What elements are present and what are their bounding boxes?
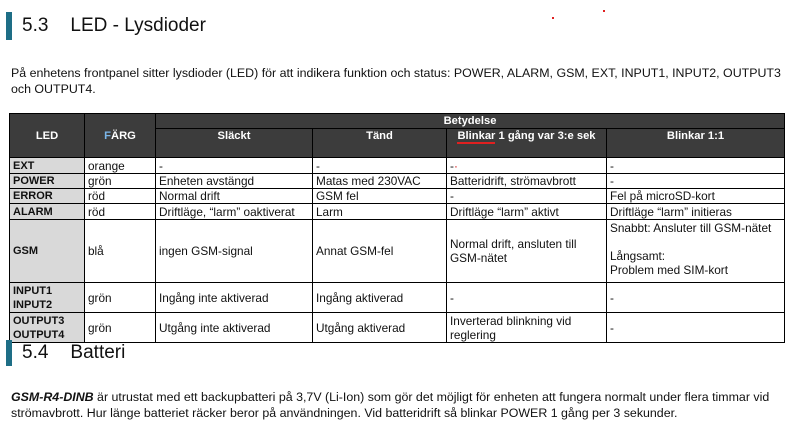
- tand-cell: -: [313, 158, 447, 174]
- header-slackt: Släckt: [156, 129, 313, 158]
- led-cell: ERROR: [10, 189, 85, 204]
- header-farg: [85, 114, 156, 158]
- led-line: OUTPUT3: [13, 314, 65, 327]
- led-cell: GSM: [10, 220, 85, 283]
- tand-cell: Matas med 230VAC: [313, 174, 447, 189]
- section-number: 5.4: [22, 342, 49, 363]
- farg-cell: grön: [85, 313, 156, 343]
- blink1-cell: -: [607, 174, 785, 189]
- tand-cell: GSM fel: [313, 189, 447, 204]
- table-row: [10, 313, 785, 343]
- farg-cell: röd: [85, 204, 156, 220]
- blink3-line: reglering: [450, 327, 496, 342]
- table-row: [10, 283, 785, 313]
- header-led: LED: [10, 114, 85, 158]
- decorative-speck: [603, 10, 605, 12]
- blink1-cell: -: [607, 158, 785, 174]
- blink3-cell: -: [447, 283, 607, 313]
- slackt-cell: ingen GSM-signal: [156, 220, 313, 283]
- blink3-cell: Batteridrift, strömavbrott: [447, 174, 607, 189]
- blink3-value: -: [450, 158, 454, 173]
- table-row: [10, 158, 785, 174]
- battery-text: är utrustat med ett backupbatteri på 3,7V (Li-Ion) som gör det möjligt för enheten att fungera normalt under flera timmar vid strömavbrott. Hur länge batteriet räcker beror på användningen. Vid batteridrift så blinkar POWER 1 gång per 3 sekunder.: [11, 390, 770, 421]
- heading-accent-bar: [6, 12, 12, 40]
- farg-cell: grön: [85, 174, 156, 189]
- table-row: [10, 189, 785, 204]
- blink3-cell: Driftläge “larm” aktivt: [447, 204, 607, 220]
- section-heading-5-4: [6, 340, 125, 366]
- slackt-cell: Ingång inte aktiverad: [156, 283, 313, 313]
- blink3-cell: [447, 220, 607, 283]
- slackt-cell: Normal drift: [156, 189, 313, 204]
- led-cell: [10, 313, 85, 343]
- tand-cell: Annat GSM-fel: [313, 220, 447, 283]
- blink1-cell: Fel på microSD-kort: [607, 189, 785, 204]
- blink3-cell: -: [447, 189, 607, 204]
- header-blink1: Blinkar 1:1: [607, 129, 785, 158]
- header-tand: Tänd: [313, 129, 447, 158]
- blink3-line: Normal drift, ansluten till: [450, 237, 577, 251]
- led-line: INPUT1: [13, 284, 53, 297]
- slackt-cell: -: [156, 158, 313, 174]
- tand-cell: Larm: [313, 204, 447, 220]
- header-blink3-a: Blinkar: [457, 130, 496, 142]
- blink1-spacer: [610, 235, 781, 249]
- blink1-cell: [607, 220, 785, 283]
- header-blink3-b: 1 gång var 3:e sek: [495, 130, 596, 142]
- slackt-cell: Driftläge, “larm” oaktiverat: [156, 204, 313, 220]
- blink3-line: Inverterad blinkning vid: [450, 313, 572, 328]
- led-cell: [10, 283, 85, 313]
- section-title: Batteri: [70, 342, 126, 363]
- product-name: GSM-R4-DINB: [11, 390, 94, 405]
- table-row: [10, 220, 785, 283]
- blink1-cell: -: [607, 313, 785, 343]
- farg-cell: blå: [85, 220, 156, 283]
- header-farg-rest: ÄRG: [110, 129, 136, 142]
- red-mark: ·: [453, 158, 458, 173]
- section-title: LED - Lysdioder: [70, 15, 206, 36]
- blink3-line: GSM-nätet: [450, 251, 508, 265]
- farg-cell: grön: [85, 283, 156, 313]
- blink3-cell: [447, 313, 607, 343]
- blink1-line: Problem med SIM-kort: [610, 263, 728, 277]
- blink1-cell: -: [607, 283, 785, 313]
- header-farg-first: F: [104, 129, 111, 142]
- table-row: [10, 174, 785, 189]
- led-cell: EXT: [10, 158, 85, 174]
- section-number: 5.3: [22, 15, 49, 36]
- led-line: INPUT2: [13, 298, 53, 311]
- heading-accent-bar: [6, 340, 12, 366]
- section-heading-5-3: [6, 12, 206, 40]
- slackt-cell: Utgång inte aktiverad: [156, 313, 313, 343]
- table-row: [10, 204, 785, 220]
- blink1-line: Långsamt:: [610, 249, 666, 263]
- led-line: OUTPUT4: [13, 328, 65, 341]
- led-table: [9, 113, 785, 343]
- tand-cell: Utgång aktiverad: [313, 313, 447, 343]
- header-betydelse: Betydelse: [156, 114, 785, 129]
- header-blink3: [447, 129, 607, 158]
- decorative-speck: [552, 17, 554, 19]
- led-cell: ALARM: [10, 204, 85, 220]
- tand-cell: Ingång aktiverad: [313, 283, 447, 313]
- slackt-cell: Enheten avstängd: [156, 174, 313, 189]
- led-cell: POWER: [10, 174, 85, 189]
- battery-paragraph: [11, 389, 796, 421]
- blink1-cell: Driftläge “larm” initieras: [607, 204, 785, 220]
- blink3-cell: [447, 158, 607, 174]
- farg-cell: orange: [85, 158, 156, 174]
- intro-paragraph: På enhetens frontpanel sitter lysdioder (LED) för att indikera funktion och status: POWER, ALARM, GSM, EXT, INPUT1, INPUT2, OUTPUT3 och OUTPUT4.: [11, 66, 781, 97]
- led-table-wrapper: [9, 113, 785, 343]
- farg-cell: röd: [85, 189, 156, 204]
- blink1-line: Snabbt: Ansluter till GSM-nätet: [610, 221, 772, 235]
